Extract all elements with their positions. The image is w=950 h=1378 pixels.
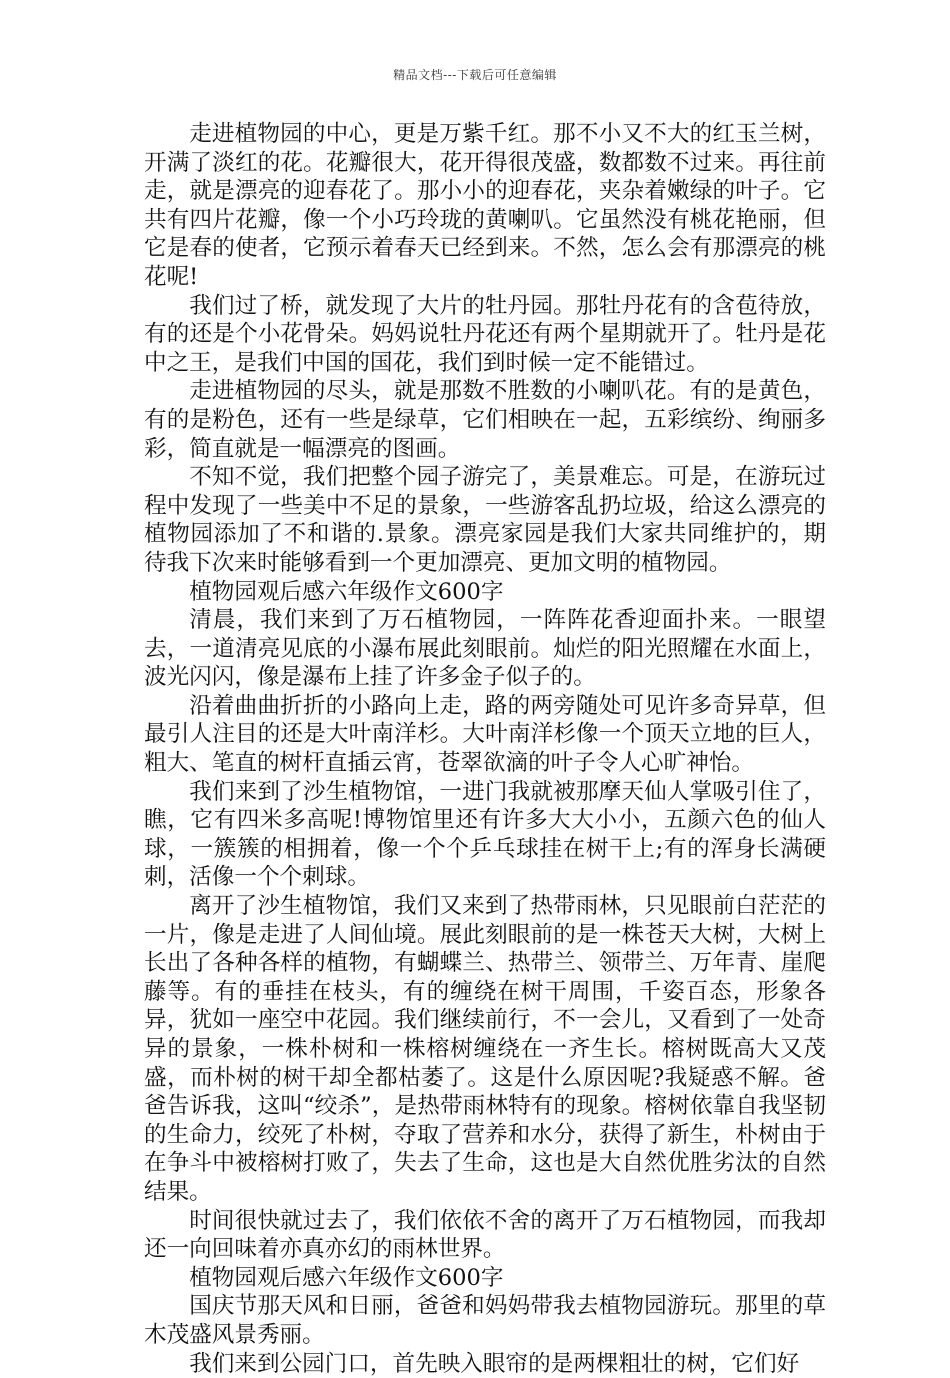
section-title: 植物园观后感六年级作文600字 bbox=[189, 578, 504, 605]
document-body bbox=[144, 120, 826, 1378]
page-header: 精品文档---下载后可任意编辑 bbox=[393, 68, 557, 82]
paragraph: 时间很快就过去了，我们依依不舍的离开了万石植物园，而我却还一向回味着亦真亦幻的雨林世界。 bbox=[144, 1207, 826, 1263]
paragraph: 国庆节那天风和日丽，爸爸和妈妈带我去植物园游玩。那里的草木茂盛风景秀丽。 bbox=[144, 1293, 826, 1348]
paragraph: 走进植物园的中心，更是万紫千红。那不小又不大的红玉兰树，开满了淡红的花。花瓣很大，花开得很茂盛，数都数不过来。再往前走，就是漂亮的迎春花了。那小小的迎春花，夹杂着嫩绿的叶子。它共有四片花瓣，像一个小巧玲珑的黄喇叭。它虽然没有桃花艳丽，但它是春的使者，它预示着春天已经到来。不然，怎么会有那漂亮的桃花呢! bbox=[144, 121, 826, 290]
paragraph: 离开了沙生植物馆，我们又来到了热带雨林，只见眼前白茫茫的一片，像是走进了人间仙境。展此刻眼前的是一株苍天大树，大树上长出了各种各样的植物，有蝴蝶兰、热带兰、领带兰、万年青、崖爬藤等。有的垂挂在枝头，有的缠绕在树干周围，千姿百态，形象各异，犹如一座空中花园。我们继续前行，不一会儿，又看到了一处奇异的景象，一株朴树和一株榕树缠绕在一齐生长。榕树既高大又茂盛，而朴树的树干却全都枯萎了。这是什么原因呢?我疑惑不解。爸爸告诉我，这叫“绞杀”，是热带雨林特有的现象。榕树依靠自我坚韧的生命力，绞死了朴树，夺取了营养和水分，获得了新生，朴树由于在争斗中被榕树打败了，失去了生命，这也是大自然优胜劣汰的自然结果。 bbox=[144, 893, 826, 1205]
paragraph: 沿着曲曲折折的小路向上走，路的两旁随处可见许多奇异草，但最引人注目的还是大叶南洋杉。大叶南洋杉像一个顶天立地的巨人，粗大、笔直的树杆直插云宵，苍翠欲滴的叶子令人心旷神怡。 bbox=[144, 692, 826, 777]
paragraph: 我们来到公园门口，首先映入眼帘的是两棵粗壮的树，它们好 bbox=[189, 1350, 800, 1377]
paragraph: 清晨，我们来到了万石植物园，一阵阵花香迎面扑来。一眼望去，一道清亮见底的小瀑布展此刻眼前。灿烂的阳光照耀在水面上，波光闪闪，像是瀑布上挂了许多金子似子的。 bbox=[144, 607, 826, 691]
paragraph: 不知不觉，我们把整个园子游完了，美景难忘。可是，在游玩过程中发现了一些美中不足的景象，一些游客乱扔垃圾，给这么漂亮的植物园添加了不和谐的.景象。漂亮家园是我们大家共同维护的，期待我下次来时能够看到一个更加漂亮、更加文明的植物园。 bbox=[144, 464, 826, 576]
paragraph: 走进植物园的尽头，就是那数不胜数的小喇叭花。有的是黄色，有的是粉色，还有一些是绿草，它们相映在一起，五彩缤纷、绚丽多彩，简直就是一幅漂亮的图画。 bbox=[144, 378, 826, 462]
section-title: 植物园观后感六年级作文600字 bbox=[189, 1264, 504, 1291]
paragraph: 我们过了桥，就发现了大片的牡丹园。那牡丹花有的含苞待放，有的还是个小花骨朵。妈妈说牡丹花还有两个星期就开了。牡丹是花中之王，是我们中国的国花，我们到时候一定不能错过。 bbox=[144, 292, 826, 376]
paragraph: 我们来到了沙生植物馆，一进门我就被那摩天仙人掌吸引住了，瞧，它有四米多高呢!博物馆里还有许多大大小小，五颜六色的仙人球，一簇簇的相拥着，像一个个乒乓球挂在树干上;有的浑身长满硬刺，活像一个个刺球。 bbox=[144, 778, 826, 891]
